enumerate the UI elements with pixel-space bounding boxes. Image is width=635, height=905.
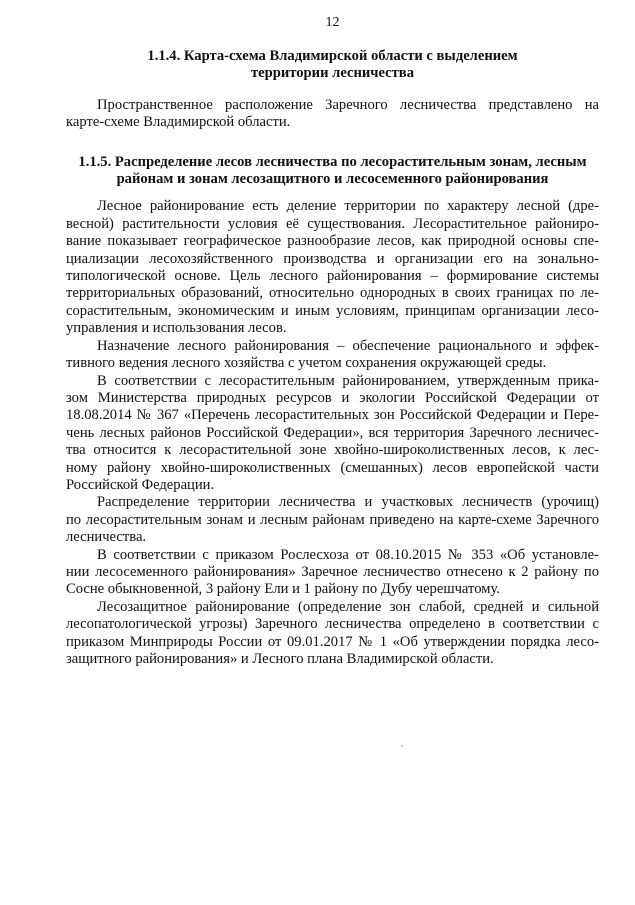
text-line: 18.08.2014 № 367 «Перечень лесорастительных зон Российской Федерации и Пере- bbox=[66, 407, 599, 424]
text-line: управления и использования лесов. bbox=[66, 320, 287, 337]
paragraph-map-location bbox=[66, 97, 599, 132]
paragraph-protection-zoning bbox=[66, 599, 599, 669]
text-line: зом Министерства природных ресурсов и экологии Российской Федерации от bbox=[66, 389, 599, 406]
text-line: защитного районирования» и Лесного плана Владимирской области. bbox=[66, 651, 494, 667]
text-line: территориальных образований, относительно однородных в своих границах по ле- bbox=[66, 285, 599, 302]
text-line: циализации лесохозяйственного производства и организации его на зонально- bbox=[66, 250, 599, 267]
section-heading-1-1-4 bbox=[66, 48, 599, 83]
text-line: В соответствии с приказом Рослесхоза от 08.10.2015 № 353 «Об установле- bbox=[97, 546, 599, 563]
scan-speck bbox=[401, 745, 403, 747]
section-heading-1-1-5 bbox=[66, 154, 599, 189]
heading-line: 1.1.4. Карта-схема Владимирской области с выделением bbox=[147, 48, 518, 64]
heading-line: территории лесничества bbox=[251, 65, 414, 82]
text-line: лесопатологической угрозы) Заречного лесничества определено в соответствии с bbox=[66, 616, 599, 633]
text-line: Распределение территории лесничества и участковых лесничеств (урочищ) bbox=[97, 494, 599, 511]
text-line: Лесное районирование есть деление территории по характеру лесной (дре- bbox=[97, 198, 599, 215]
text-line: Лесозащитное районирование (определение зон слабой, средней и сильной bbox=[97, 598, 599, 615]
heading-line: районам и зонам лесозащитного и лесосеменного районирования bbox=[116, 171, 549, 188]
text-line: Пространственное расположение Заречного лесничества представлено на bbox=[97, 96, 599, 113]
text-line: тивного ведения лесного хозяйства с учетом сохранения окружающей среды. bbox=[66, 355, 547, 372]
paragraph-forest-zoning bbox=[66, 198, 599, 337]
paragraph-zoning-purpose bbox=[66, 338, 599, 373]
text-line: Сосне обыкновенной, 3 району Ели и 1 району по Дубу черешчатому. bbox=[66, 581, 500, 598]
text-line: тва относится к лесорастительной зоне хвойно-широколиственных лесов, к лес- bbox=[66, 442, 599, 459]
text-line: Российской Федерации. bbox=[66, 476, 215, 493]
text-line: лесничества. bbox=[66, 529, 147, 546]
paragraph-seed-zoning bbox=[66, 547, 599, 599]
text-line: ному району хвойно-широколиственных (смешанных) лесов европейской части bbox=[66, 459, 599, 476]
text-line: приказом Минприроды России от 09.01.2017 № 1 «Об утверждении порядка лесо- bbox=[66, 633, 599, 650]
text-line: нии лесосеменного районирования» Заречное лесничество отнесено к 2 району по bbox=[66, 563, 599, 580]
paragraph-ministry-order bbox=[66, 373, 599, 495]
text-line: Назначение лесного районирования – обеспечение рационального и эффек- bbox=[97, 337, 599, 354]
text-line: чень лесных районов Российской Федерации», вся территория Заречного лесничес- bbox=[66, 424, 599, 441]
heading-line: 1.1.5. Распределение лесов лесничества по лесорастительным зонам, лесным bbox=[78, 153, 587, 170]
paragraph-distribution bbox=[66, 494, 599, 546]
text-line: весной) растительности условия её существования. Лесорастительное райониро- bbox=[66, 215, 599, 232]
text-line: по лесорастительным зонам и лесным районам приведено на карте-схеме Заречного bbox=[66, 511, 599, 528]
text-line: В соответствии с лесорастительным районированием, утвержденным прика- bbox=[97, 372, 599, 389]
text-line: сорастительным, экономическим и иным условиям, принципам организации лесо- bbox=[66, 302, 599, 319]
text-line: карте-схеме Владимирской области. bbox=[66, 114, 291, 131]
text-line: вание показывает географическое разнообразие лесов, как природной основы спе- bbox=[66, 233, 599, 250]
page-number: 12 bbox=[325, 15, 340, 30]
text-line: типологической основе. Цель лесного районирования – формирование системы bbox=[66, 268, 599, 285]
